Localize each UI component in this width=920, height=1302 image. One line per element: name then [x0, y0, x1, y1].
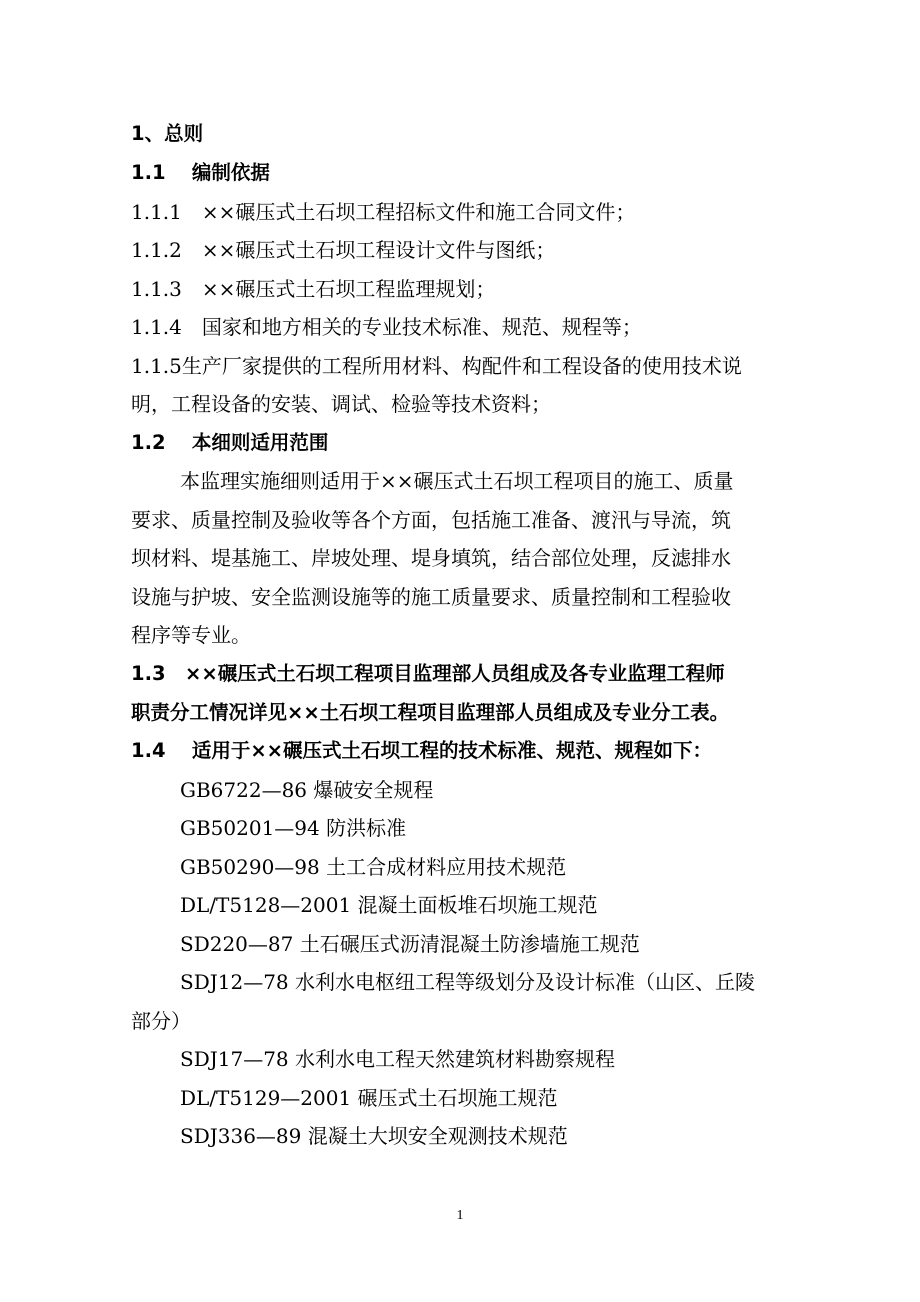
basis-item: 1.1.3 ××碾压式土石坝工程监理规划；	[131, 277, 496, 301]
page-number: 1	[456, 1208, 464, 1223]
scope-paragraph-line: 设施与护坡、安全监测设施等的施工质量要求、质量控制和工程验收	[131, 585, 731, 609]
heading-1-4: 1.4 适用于××碾压式土石坝工程的技术标准、规范、规程如下：	[131, 739, 713, 762]
scope-paragraph-line: 程序等专业。	[131, 623, 251, 647]
scope-paragraph-line: 坝材料、堤基施工、岸坡处理、堤身填筑，结合部位处理，反滤排水	[131, 546, 731, 570]
scope-paragraph-line: 要求、质量控制及验收等各个方面，包括施工准备、渡汛与导流，筑	[131, 508, 731, 532]
basis-item: 1.1.5生产厂家提供的工程所用材料、构配件和工程设备的使用技术说	[131, 354, 742, 378]
heading-1-2: 1.2 本细则适用范围	[131, 431, 329, 454]
basis-item: 1.1.1 ××碾压式土石坝工程招标文件和施工合同文件；	[131, 200, 636, 224]
standard-item-continuation: 部分）	[131, 1009, 191, 1033]
standard-item: SDJ336—89 混凝土大坝安全观测技术规范	[180, 1124, 568, 1148]
heading-1-1: 1.1 编制依据	[131, 161, 270, 184]
heading-1-3: 1.3 ××碾压式土石坝工程项目监理部人员组成及各专业监理工程师	[131, 662, 725, 685]
standard-item: GB50201—94 防洪标准	[180, 816, 407, 840]
basis-item: 1.1.2 ××碾压式土石坝工程设计文件与图纸；	[131, 238, 556, 262]
standard-item: SD220—87 土石碾压式沥清混凝土防渗墙施工规范	[180, 932, 640, 956]
standard-item: SDJ12—78 水利水电枢纽工程等级划分及设计标准（山区、丘陵	[180, 970, 756, 994]
heading-1-3-continuation: 职责分工情况详见××土石坝工程项目监理部人员组成及专业分工表。	[131, 701, 730, 724]
standard-item: DL/T5129—2001 碾压式土石坝施工规范	[180, 1086, 558, 1110]
scope-paragraph-line: 本监理实施细则适用于××碾压式土石坝工程项目的施工、质量	[180, 469, 734, 493]
basis-item: 1.1.4 国家和地方相关的专业技术标准、规范、规程等；	[131, 315, 642, 339]
standard-item: GB50290—98 土工合成材料应用技术规范	[180, 855, 567, 879]
standard-item: SDJ17—78 水利水电工程天然建筑材料勘察规程	[180, 1047, 616, 1071]
basis-item-continuation: 明，工程设备的安装、调试、检验等技术资料；	[131, 392, 551, 416]
standard-item: GB6722—86 爆破安全规程	[180, 778, 434, 802]
standard-item: DL/T5128—2001 混凝土面板堆石坝施工规范	[180, 893, 598, 917]
heading-1: 1、总则	[131, 122, 204, 145]
